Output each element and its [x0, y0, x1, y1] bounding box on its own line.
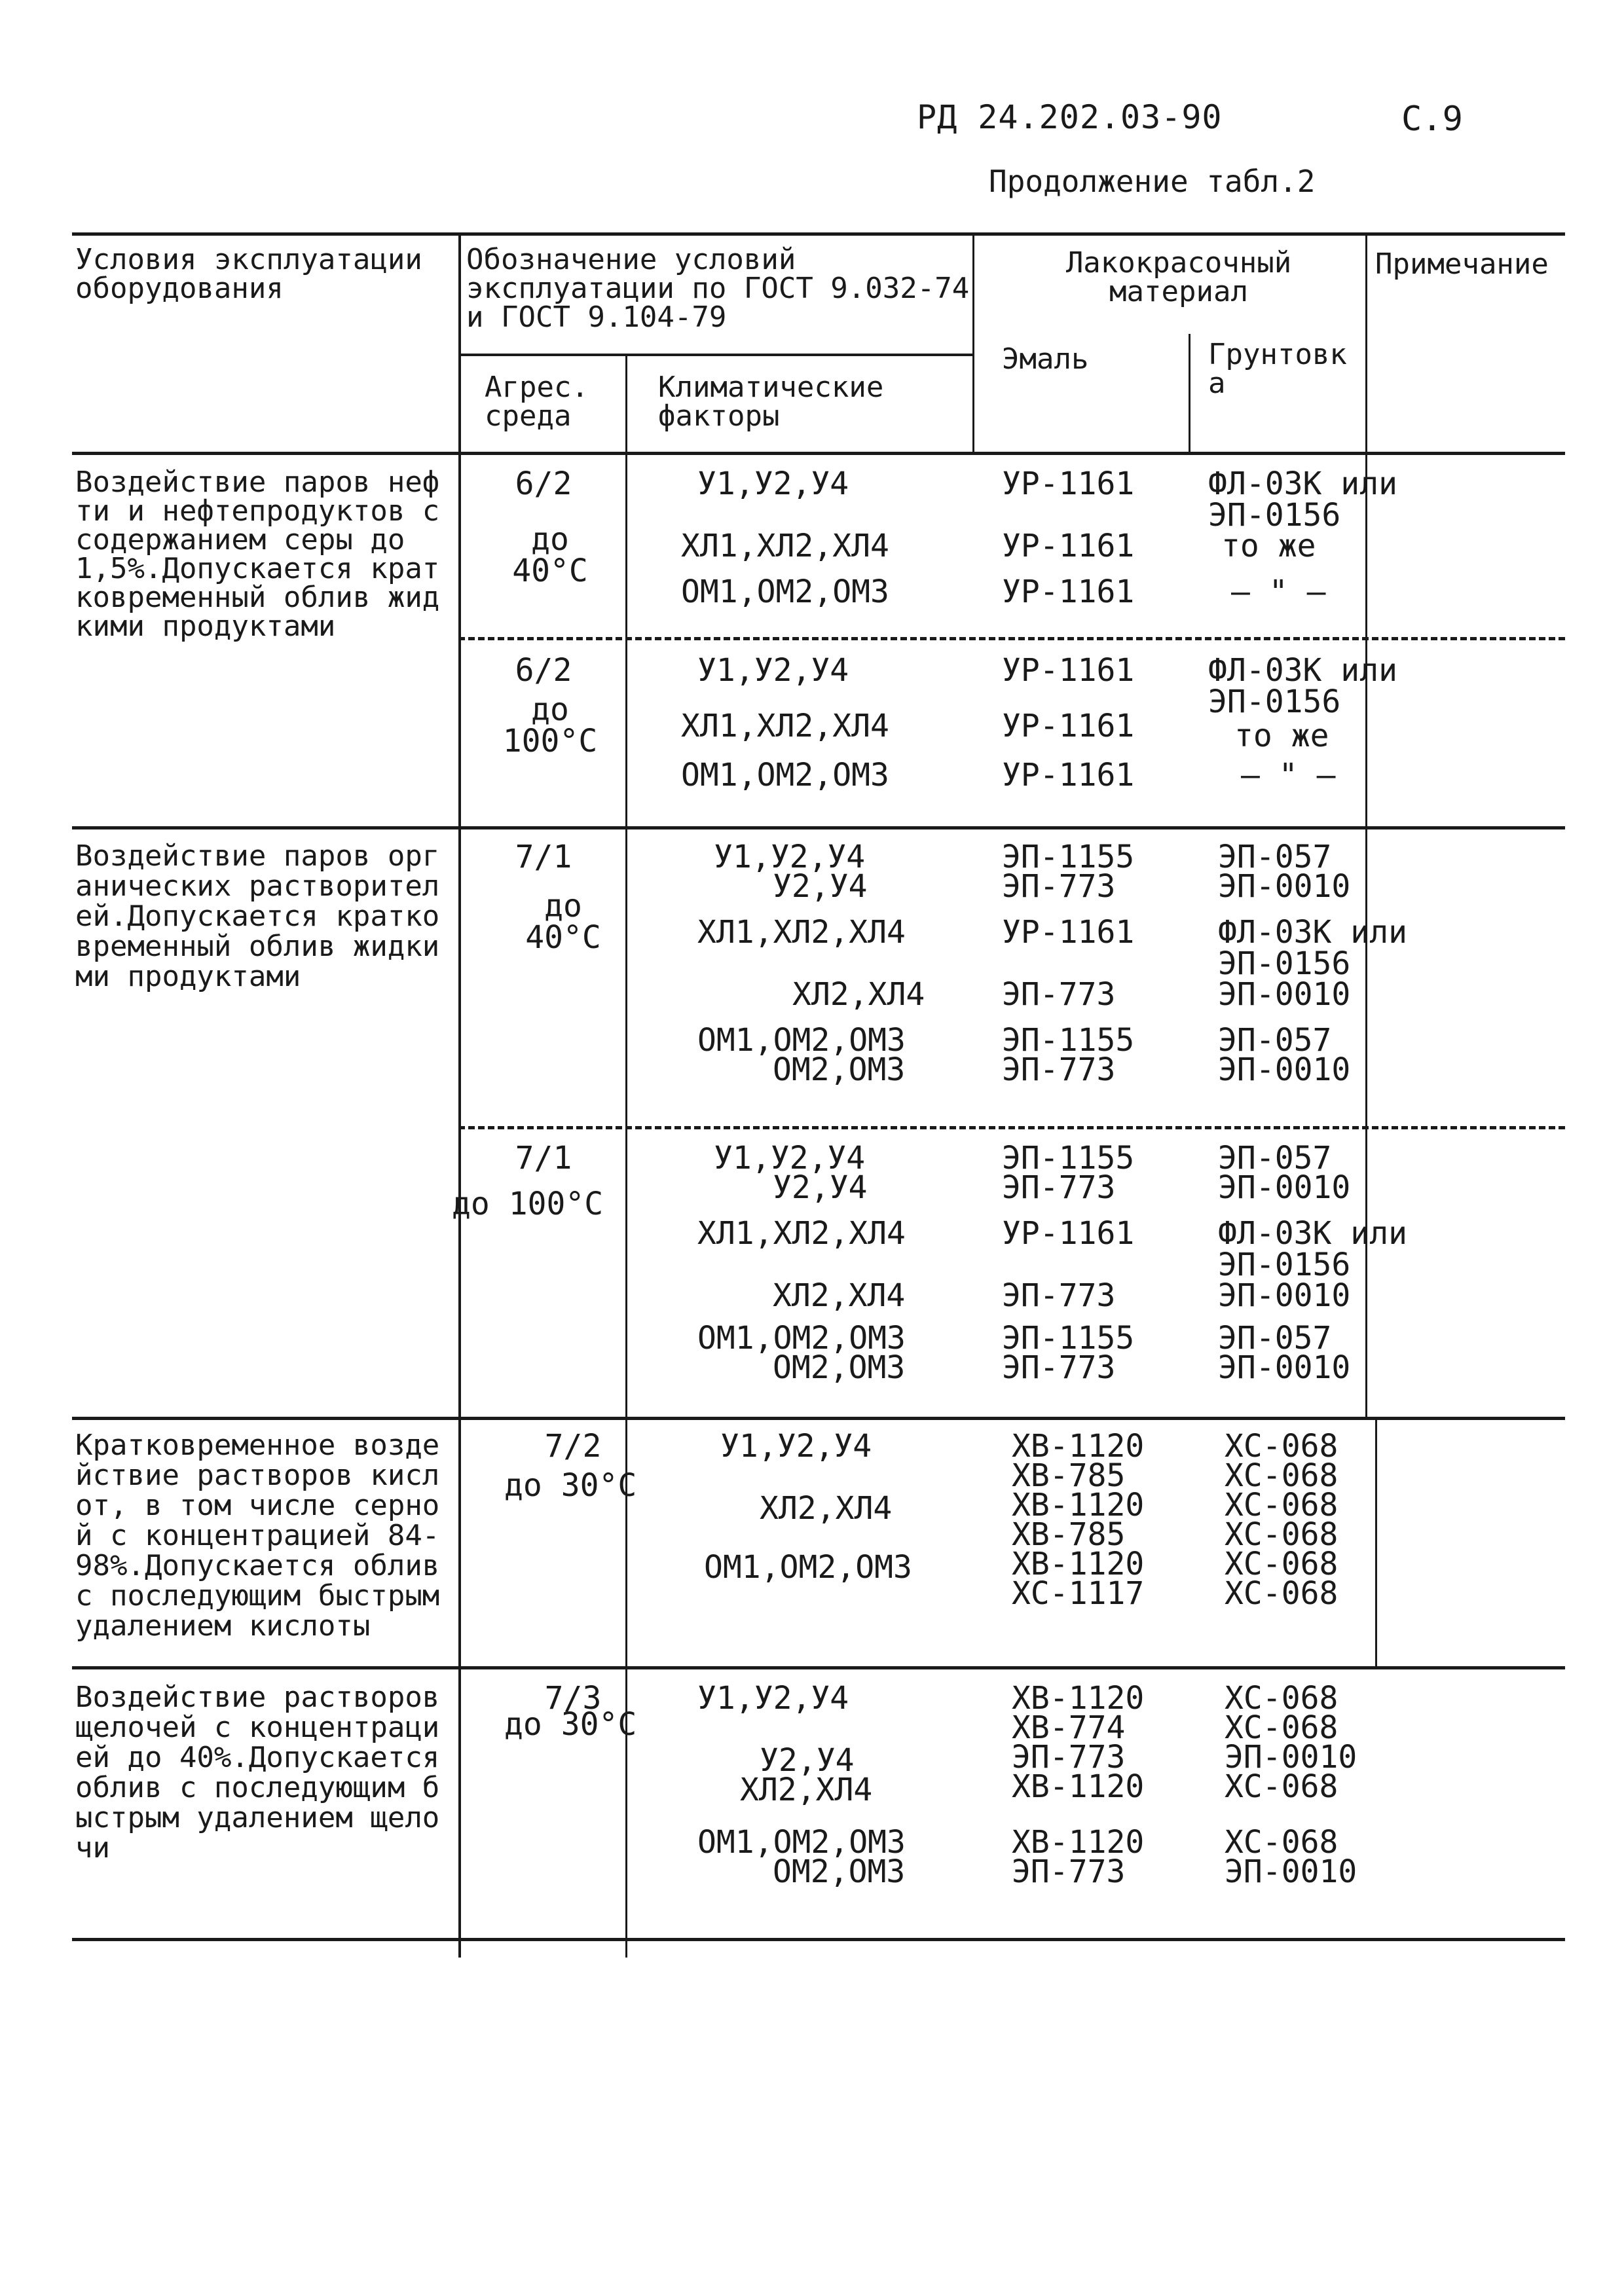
row-1a-climatic-3: ОМ1,ОМ2,ОМ3 — [681, 574, 889, 610]
row-2a-climatic-6: ОМ2,ОМ3 — [773, 1051, 906, 1088]
row-2b-enamel-3: УР-1161 — [1002, 1215, 1135, 1252]
header-aggressive-env: Агрес. среда — [485, 371, 589, 433]
row-3-primer-4: ХС-068 — [1225, 1516, 1338, 1553]
group-divider — [458, 1126, 1565, 1129]
row-4-enamel-1: ХВ-1120 — [1012, 1680, 1145, 1717]
col-rule-7 — [1375, 1417, 1377, 1666]
row-3-condition: Кратковременное воздействие растворов кислот, в том числе серной с концентрацией 84-98%.Допускается облив с последующим быстрым удалением кислоты — [75, 1429, 440, 1643]
row-4-enamel-3: ЭП-773 — [1012, 1739, 1126, 1776]
row-1b-primer-2: то же — [1234, 718, 1329, 754]
row-4-temp: до 30°С — [504, 1706, 637, 1743]
row-2a-enamel-5: ЭП-1155 — [1002, 1022, 1135, 1059]
row-1-env-a: 6/2 — [515, 465, 572, 502]
row-3-enamel-6: ХС-1117 — [1012, 1575, 1145, 1612]
group-divider — [458, 637, 1565, 640]
row-2-temp-a: до 40°С — [525, 888, 601, 956]
header-note: Примечание — [1375, 249, 1549, 280]
col-rule-5 — [1365, 232, 1367, 452]
row-2a-enamel-1: ЭП-1155 — [1002, 839, 1135, 875]
col-rule-1 — [458, 232, 461, 1958]
row-3-primer-2: ХС-068 — [1225, 1457, 1338, 1494]
row-1a-enamel-1: УР-1161 — [1002, 465, 1135, 502]
row-4-enamel-5: ХВ-1120 — [1012, 1824, 1145, 1861]
row-4-condition: Воздействие растворов щелочей с концентрацией до 40%.Допускается облив с последующим быстрым удалением щелочи — [75, 1681, 440, 1865]
document-number: РД 24.202.03-90 — [917, 98, 1223, 136]
row-2b-climatic-3: ХЛ1,ХЛ2,ХЛ4 — [697, 1215, 906, 1252]
row-2a-climatic-1: У1,У2,У4 — [714, 839, 866, 875]
header-designation: Обозначение условий эксплуатации по ГОСТ 9.032-74 и ГОСТ 9.104-79 — [466, 243, 970, 334]
header-primer: Грунтовка — [1208, 338, 1347, 400]
row-4-climatic-4: ХЛ2,ХЛ4 — [740, 1772, 873, 1808]
row-3-enamel-2: ХВ-785 — [1012, 1457, 1126, 1494]
row-3-primer-5: ХС-068 — [1225, 1546, 1338, 1582]
row-3-enamel-1: ХВ-1120 — [1012, 1428, 1145, 1465]
row-1b-climatic-1: У1,У2,У4 — [697, 652, 849, 689]
subheader-rule — [458, 354, 972, 356]
row-2-env-b: 7/1 — [515, 1140, 572, 1176]
row-1b-enamel-2: УР-1161 — [1002, 708, 1135, 744]
row-3-enamel-4: ХВ-785 — [1012, 1516, 1126, 1553]
row-3-climatic-3: ХЛ2,ХЛ4 — [760, 1490, 893, 1527]
row-1a-primer-2: то же — [1221, 528, 1316, 564]
header-bottom-rule — [72, 452, 1565, 455]
table-continuation-label: Продолжение табл.2 — [989, 164, 1316, 199]
row-1b-climatic-3: ОМ1,ОМ2,ОМ3 — [681, 757, 889, 793]
col-rule-3 — [972, 232, 974, 452]
row-2a-primer-4: ЭП-0010 — [1218, 976, 1351, 1013]
row-2b-enamel-6: ЭП-773 — [1002, 1349, 1116, 1386]
row-2a-climatic-3: ХЛ1,ХЛ2,ХЛ4 — [697, 914, 906, 951]
header-enamel: Эмаль — [1002, 342, 1089, 376]
row-2a-climatic-2: У2,У4 — [773, 868, 868, 905]
row-3-temp: до 30°С — [504, 1467, 637, 1504]
row-3-primer-1: ХС-068 — [1225, 1428, 1338, 1465]
row-4-primer-3: ЭП-0010 — [1225, 1739, 1357, 1776]
row-rule-2 — [72, 826, 1565, 829]
row-2a-enamel-2: ЭП-773 — [1002, 868, 1116, 905]
row-2-condition: Воздействие паров органических растворителей.Допускается кратковременный облив жидкими продуктами — [75, 839, 440, 993]
row-rule-4 — [72, 1666, 1565, 1669]
row-2b-climatic-5: ОМ1,ОМ2,ОМ3 — [697, 1320, 906, 1357]
row-4-climatic-1: У1,У2,У4 — [697, 1680, 849, 1717]
header-conditions: Условия эксплуатации оборудования — [75, 243, 422, 305]
row-2a-enamel-4: ЭП-773 — [1002, 976, 1116, 1013]
col-rule-4 — [1189, 334, 1190, 452]
row-1b-enamel-3: УР-1161 — [1002, 757, 1135, 793]
row-2b-primer-3: ФЛ-03К или ЭП-0156 — [1218, 1215, 1407, 1283]
page-number: С.9 — [1401, 100, 1463, 139]
row-1b-primer-3: – " – — [1241, 757, 1336, 793]
row-4-enamel-4: ХВ-1120 — [1012, 1768, 1145, 1805]
header-climatic: Климатические факторы — [658, 371, 884, 433]
row-2a-climatic-5: ОМ1,ОМ2,ОМ3 — [697, 1022, 906, 1059]
row-1a-enamel-3: УР-1161 — [1002, 574, 1135, 610]
row-4-primer-1: ХС-068 — [1225, 1680, 1338, 1717]
row-1a-climatic-1: У1,У2,У4 — [697, 465, 849, 502]
row-4-climatic-6: ОМ2,ОМ3 — [773, 1853, 906, 1890]
row-4-enamel-6: ЭП-773 — [1012, 1853, 1126, 1890]
row-2b-primer-6: ЭП-0010 — [1218, 1349, 1351, 1386]
row-2b-primer-5: ЭП-057 — [1218, 1320, 1332, 1357]
row-3-enamel-5: ХВ-1120 — [1012, 1546, 1145, 1582]
row-rule-3 — [72, 1417, 1565, 1420]
row-2a-primer-1: ЭП-057 — [1218, 839, 1332, 875]
row-2b-climatic-2: У2,У4 — [773, 1169, 868, 1206]
row-2a-climatic-4: ХЛ2,ХЛ4 — [792, 976, 925, 1013]
row-2a-primer-5: ЭП-057 — [1218, 1022, 1332, 1059]
row-1a-climatic-2: ХЛ1,ХЛ2,ХЛ4 — [681, 528, 889, 564]
row-2a-enamel-3: УР-1161 — [1002, 914, 1135, 951]
header-paint-material: Лакокрасочный материал — [1065, 246, 1292, 308]
row-2b-enamel-1: ЭП-1155 — [1002, 1140, 1135, 1176]
row-2a-primer-6: ЭП-0010 — [1218, 1051, 1351, 1088]
table-top-rule — [72, 232, 1565, 236]
row-3-climatic-1: У1,У2,У4 — [720, 1428, 872, 1465]
row-2b-primer-2: ЭП-0010 — [1218, 1169, 1351, 1206]
row-4-climatic-3: У2,У4 — [760, 1742, 855, 1779]
row-2b-enamel-5: ЭП-1155 — [1002, 1320, 1135, 1357]
row-3-primer-3: ХС-068 — [1225, 1487, 1338, 1523]
row-2b-enamel-2: ЭП-773 — [1002, 1169, 1116, 1206]
row-1a-enamel-2: УР-1161 — [1002, 528, 1135, 564]
row-1b-enamel-1: УР-1161 — [1002, 652, 1135, 689]
row-2b-primer-1: ЭП-057 — [1218, 1140, 1332, 1176]
row-1a-primer-3: – " – — [1231, 574, 1326, 610]
row-2b-climatic-6: ОМ2,ОМ3 — [773, 1349, 906, 1386]
row-1-env-b: 6/2 — [515, 652, 572, 689]
row-4-env: 7/3 — [544, 1680, 602, 1717]
row-4-primer-5: ХС-068 — [1225, 1824, 1338, 1861]
row-4-primer-4: ХС-068 — [1225, 1768, 1338, 1805]
row-4-enamel-2: ХВ-774 — [1012, 1709, 1126, 1746]
row-2a-primer-3: ФЛ-03К или ЭП-0156 — [1218, 914, 1407, 982]
row-1b-climatic-2: ХЛ1,ХЛ2,ХЛ4 — [681, 708, 889, 744]
row-3-env: 7/2 — [544, 1428, 602, 1465]
row-4-primer-6: ЭП-0010 — [1225, 1853, 1357, 1890]
row-2a-primer-2: ЭП-0010 — [1218, 868, 1351, 905]
row-2b-climatic-1: У1,У2,У4 — [714, 1140, 866, 1176]
row-4-climatic-5: ОМ1,ОМ2,ОМ3 — [697, 1824, 906, 1861]
row-3-primer-6: ХС-068 — [1225, 1575, 1338, 1612]
row-1a-primer-1: ФЛ-03К или ЭП-0156 — [1208, 465, 1397, 534]
row-3-enamel-3: ХВ-1120 — [1012, 1487, 1145, 1523]
row-2b-enamel-4: ЭП-773 — [1002, 1277, 1116, 1314]
row-1b-primer-1: ФЛ-03К или ЭП-0156 — [1208, 652, 1397, 720]
row-2a-enamel-6: ЭП-773 — [1002, 1051, 1116, 1088]
row-1-condition: Воздействие паров нефти и нефтепродуктов с содержанием серы до 1,5%.Допускается кратковременный облив жидкими продуктами — [75, 465, 440, 643]
row-1-temp-a: до 40°С — [512, 521, 588, 589]
row-2-temp-b: до 100°С — [452, 1186, 604, 1222]
row-2-env-a: 7/1 — [515, 839, 572, 875]
row-2b-climatic-4: ХЛ2,ХЛ4 — [773, 1277, 906, 1314]
row-4-primer-2: ХС-068 — [1225, 1709, 1338, 1746]
row-3-climatic-5: ОМ1,ОМ2,ОМ3 — [704, 1549, 912, 1586]
table-bottom-rule — [72, 1938, 1565, 1941]
row-1-temp-b: до 100°С — [502, 691, 598, 759]
row-2b-primer-4: ЭП-0010 — [1218, 1277, 1351, 1314]
